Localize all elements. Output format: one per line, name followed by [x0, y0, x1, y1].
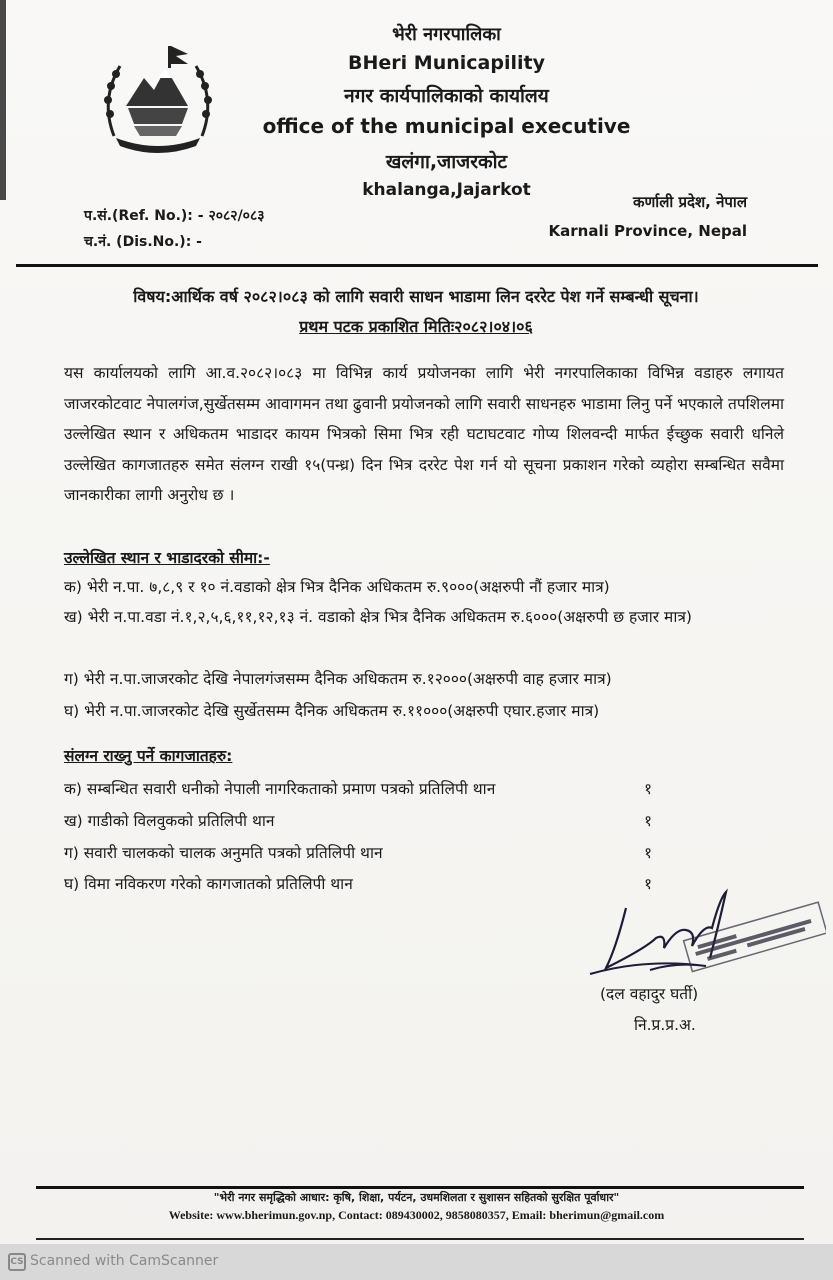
header-office-english: office of the municipal executive [262, 114, 631, 138]
ref-number: प.सं.(Ref. No.): - २०८२/०८३ [84, 208, 265, 224]
document-item [64, 774, 664, 804]
camscanner-icon: CS [8, 1253, 26, 1271]
document-count: १ [644, 780, 653, 798]
rate-item: घ) भेरी न.पा.जाजरकोट देखि सुर्खेतसम्म दैनिक अधिकतम रु.११०००(अक्षरुपी एघार.हजार मात्र) [64, 702, 600, 720]
document-count: १ [644, 812, 653, 830]
signatory-name: (दल वहादुर घर्ती) [600, 985, 699, 1003]
signatory-designation: नि.प्र.प्र.अ. [634, 1016, 696, 1034]
document-item [64, 838, 664, 868]
subject-line: विषय:आर्थिक वर्ष २०८२।०८३ को लागि सवारी साधन भाडामा लिन दररेट पेश गर्ने सम्बन्धी सूचना। [133, 287, 699, 306]
documents-section-title: संलग्न राख्नु पर्ने कागजातहरु: [64, 747, 233, 765]
rate-item: ग) भेरी न.पा.जाजरकोट देखि नेपालगंजसम्म दैनिक अधिकतम रु.१२०००(अक्षरुपी वाह हजार मात्र) [64, 670, 612, 688]
document-label: क) सम्बन्धित सवारी धनीको नेपाली नागरिकताको प्रमाण पत्रको प्रतिलिपी थान [64, 780, 496, 798]
scanner-watermark-bar [0, 1244, 833, 1280]
rate-item: ख) भेरी न.पा.वडा नं.१,२,५,६,११,१२,१३ नं. वडाको क्षेत्र भित्र दैनिक अधिकतम रु.६०००(अक्षरुपी छ हजार मात्र) [64, 608, 692, 626]
footer-divider [36, 1186, 804, 1189]
scanner-watermark-text: Scanned with CamScanner [30, 1253, 219, 1269]
document-label: ख) गाडीको विलवुकको प्रतिलिपी थान [64, 812, 275, 830]
header-divider [16, 264, 818, 267]
notice-body: यस कार्यालयको लागि आ.व.२०८२।०८३ मा विभिन्न कार्य प्रयोजनका लागि भेरी नगरपालिकाका विभिन्न वडाहरु लगायत जाजरकोटवाट नेपालगंज,सुर्खेतसम्म आवागमन तथा ढुवानी प्रयोजनको लागि सवारी साधनहरु भाडामा लिनु पर्ने भएकाले तपशिलमा उल्लेखित स्थान र अधिकतम भाडादर कायम भित्रको सिमा भित्र रही घटाघटवाट गोप्य शिलवन्दी मार्फत ईच्छुक सवारी धनिले उल्लेखित कागजातहरु समेत संलग्न राखी १५(पन्ध्र) दिन भित्र दररेट पेश गर्न यो सूचना प्रकाशन गरेको व्यहोरा सम्बन्धित सवैमा जानकारीका लागी अनुरोध छ । [64, 364, 784, 504]
signature-stamp [586, 888, 826, 988]
rate-item: क) भेरी न.पा. ७,८,९ र १० नं.वडाको क्षेत्र भित्र दैनिक अधिकतम रु.९०००(अक्षरुपी नौं हजार मात्र) [64, 578, 610, 596]
footer-contact: Website: www.bherimun.gov.np, Contact: 089430002, 9858080357, Email: bherimun@gmail.com [168, 1208, 665, 1222]
header-location-english: khalanga,Jajarkot [362, 180, 531, 200]
province-english: Karnali Province, Nepal [548, 222, 747, 240]
document-item [64, 869, 664, 899]
document-count: १ [644, 875, 653, 893]
footer-bottom-rule [36, 1238, 804, 1240]
footer-motto: "भेरी नगर समृद्धिको आधार: कृषि, शिक्षा, पर्यटन, उधमशिलता र सुशासन सहितको सुरक्षित पूर्वाधार" [213, 1191, 620, 1204]
rates-section-title: उल्लेखित स्थान र भाडादरको सीमा:- [64, 549, 270, 567]
document-label: घ) विमा नविकरण गरेको कागजातको प्रतिलिपी थान [64, 875, 353, 893]
published-date-line [36, 315, 796, 337]
header-municipality-nepali: भेरी नगरपालिका [392, 24, 501, 45]
document-item [64, 806, 664, 836]
header-location-nepali: खलंगा,जाजरकोट [385, 151, 508, 173]
province-nepali: कर्णाली प्रदेश, नेपाल [632, 193, 747, 211]
document-count: १ [644, 844, 653, 862]
document-label: ग) सवारी चालकको चालक अनुमति पत्रको प्रतिलिपी थान [64, 844, 383, 862]
header-municipality-english: BHeri Municapility [348, 52, 545, 74]
published-date: प्रथम पटक प्रकाशित मितिः२०८२।०४।०६ [299, 317, 533, 336]
dispatch-number: च.नं. (Dis.No.): - [84, 234, 202, 250]
scan-edge-shadow [0, 0, 6, 200]
header-office-nepali: नगर कार्यपालिकाको कार्यालय [344, 85, 549, 107]
